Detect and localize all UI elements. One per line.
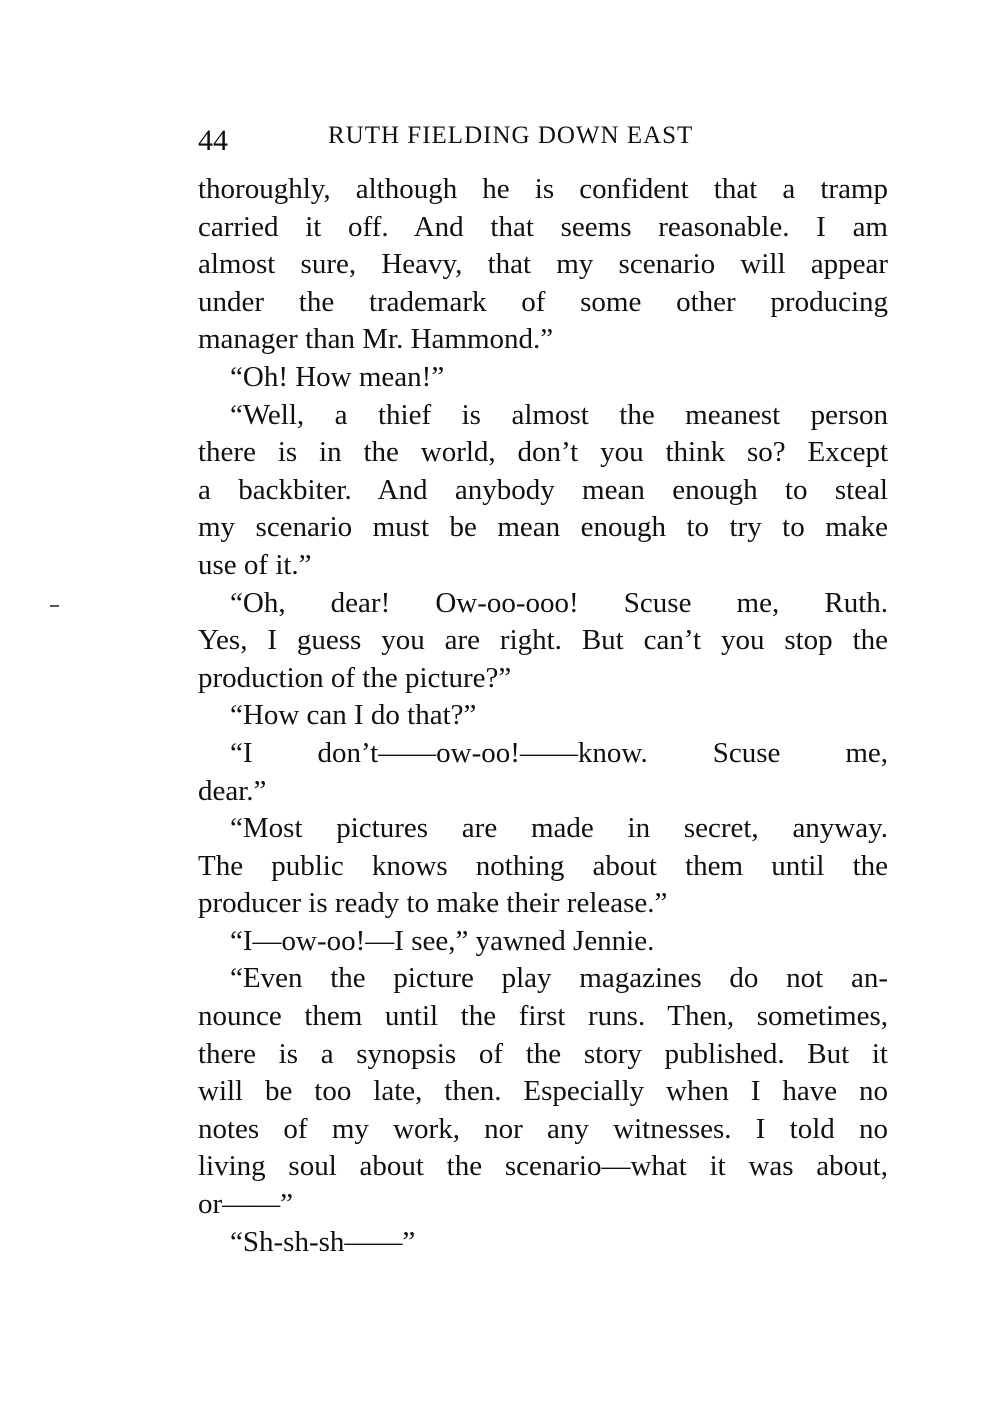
text-line: production of the picture?” (198, 661, 512, 694)
text-line: thoroughly, although he is confident that a tramp (198, 173, 888, 205)
text-line: under the trademark of some other producing (198, 285, 888, 318)
text-line: “I don’t——ow-oo!——know. Scuse me, (230, 736, 888, 769)
text-line: notes of my work, nor any witnesses. I told no (198, 1112, 888, 1145)
text-line: living soul about the scenario—what it was about, (198, 1150, 888, 1183)
text-line: there is in the world, don’t you think so? Except (198, 436, 888, 469)
text-line: use of it.” (198, 548, 312, 581)
stray-ink-mark (50, 605, 59, 607)
text-line: The public knows nothing about them until the (198, 849, 888, 882)
body-text (198, 171, 888, 1261)
text-line: carried it off. And that seems reasonable. I am (198, 210, 888, 243)
text-line: “Oh, dear! Ow-oo-ooo! Scuse me, Ruth. (230, 586, 888, 619)
text-line: “Well, a thief is almost the meanest person (230, 398, 888, 431)
text-line: there is a synopsis of the story published. But it (198, 1037, 888, 1070)
running-head (198, 118, 888, 158)
text-line: “Even the picture play magazines do not an- (230, 962, 888, 995)
text-line: manager than Mr. Hammond.” (198, 323, 554, 356)
text-line: producer is ready to make their release.” (198, 887, 668, 920)
text-line: “Oh! How mean!” (230, 360, 445, 393)
text-line: my scenario must be mean enough to try to make (198, 511, 888, 544)
text-line: “Most pictures are made in secret, anyway. (230, 812, 888, 845)
text-line: dear.” (198, 774, 267, 807)
text-line: or——” (198, 1188, 294, 1221)
text-line: a backbiter. And anybody mean enough to steal (198, 473, 888, 506)
text-line: “Sh-sh-sh——” (230, 1225, 416, 1258)
book-title: RUTH FIELDING DOWN EAST (328, 122, 694, 149)
text-line: “How can I do that?” (230, 699, 477, 732)
page-number: 44 (198, 124, 228, 157)
text-line: “I—ow-oo!—I see,” yawned Jennie. (230, 924, 655, 957)
text-line: will be too late, then. Especially when I have no (198, 1075, 888, 1108)
text-line: nounce them until the first runs. Then, sometimes, (198, 1000, 888, 1033)
text-line: Yes, I guess you are right. But can’t you stop the (198, 624, 888, 657)
text-line: almost sure, Heavy, that my scenario will appear (198, 248, 888, 281)
